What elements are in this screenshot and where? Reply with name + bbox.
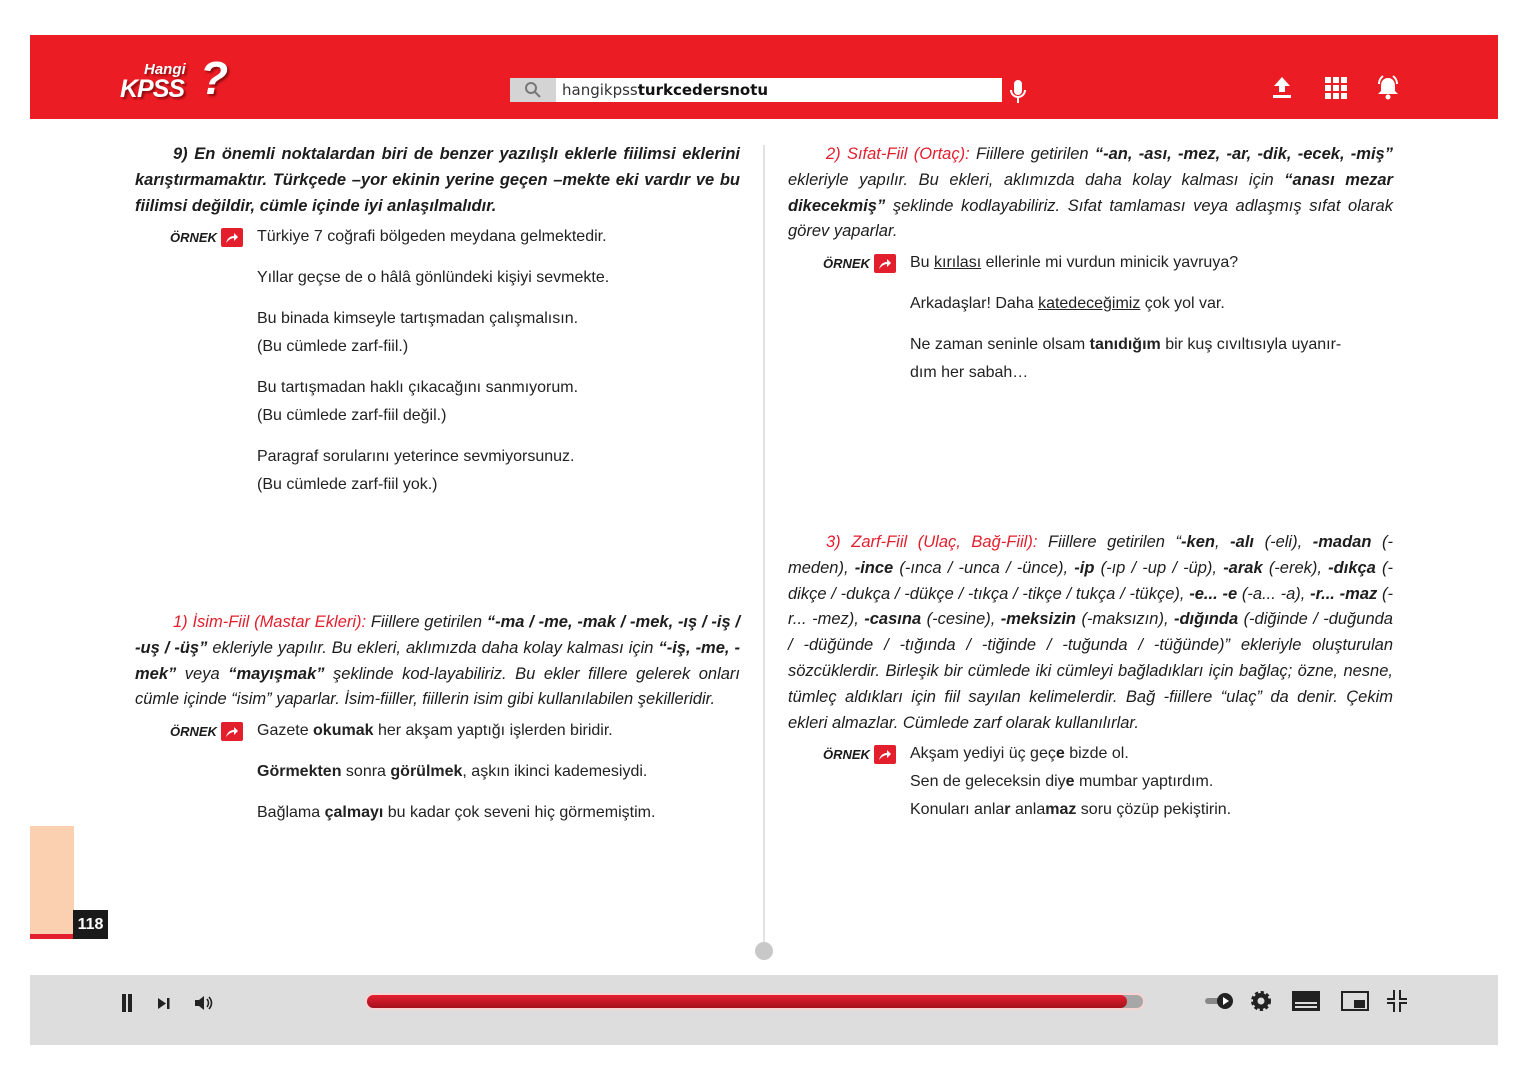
- text-segment: soru çözüp pekiştirin.: [1076, 801, 1232, 819]
- search-box[interactable]: [510, 78, 1002, 102]
- bold-text: tanıdığım: [1089, 336, 1161, 354]
- text-segment: (Bu cümlede zarf-fiil yok.): [257, 476, 438, 494]
- bold-text: maz: [1045, 801, 1077, 819]
- example-line: [257, 447, 609, 466]
- bold-text: “-ma / -me, -mak / -mek, -ış / -iş / -uş / -üş”: [135, 613, 740, 657]
- text-segment: anla: [1010, 801, 1046, 819]
- text-segment: Paragraf sorularını yeterince sevmiyorsunuz.: [257, 448, 575, 466]
- text-segment: dım her sabah…: [910, 364, 1029, 382]
- bold-text: okumak: [313, 722, 374, 740]
- text-segment: (-cesine),: [921, 610, 1001, 629]
- text-segment: Yıllar geçse de o hâlâ gönlündeki kişiyi sevmekte.: [257, 269, 610, 287]
- example-line: [257, 378, 609, 397]
- pause-icon[interactable]: [120, 994, 134, 1017]
- text-segment: ellerinle mi vurdun minicik yavruya?: [981, 254, 1239, 272]
- bold-text: çalmayı: [324, 804, 384, 822]
- bold-text: -alı: [1230, 533, 1254, 551]
- bold-text: -ince: [854, 558, 894, 577]
- progress-fill: [367, 995, 1127, 1008]
- search-text-prefix: hangikpss: [562, 81, 638, 99]
- text-segment: ekleriyle yapılır. Bu ekleri, aklımızda daha kolay kalması için: [788, 170, 1285, 189]
- text-segment: şeklinde kodlayabiliriz. Sıfat tamlaması veya adlaşmış sıfat olarak görev yaparlar.: [788, 196, 1393, 241]
- example-label-text: ÖRNEK: [823, 256, 870, 272]
- column-divider: [763, 145, 765, 945]
- microphone-icon[interactable]: [1010, 79, 1026, 110]
- section-heading: 1) İsim-Fiil (Mastar Ekleri):: [173, 613, 367, 631]
- text-segment: Akşam yediyi üç geç: [910, 745, 1056, 763]
- top-bar: [30, 35, 1498, 119]
- bold-text: e: [1055, 745, 1065, 763]
- text-segment: , aşkın ikinci kademesiydi.: [462, 763, 648, 781]
- example-line: [257, 227, 609, 246]
- section-heading: 3) Zarf-Fiil (Ulaç, Bağ-Fiil):: [826, 533, 1038, 551]
- bold-text: Görmekten: [257, 763, 342, 781]
- example-label: [823, 254, 910, 273]
- example-label-text: ÖRNEK: [170, 230, 217, 246]
- example-line: [910, 294, 1341, 313]
- arrow-icon: [874, 745, 896, 764]
- search-text-bold: turkcedersnotu: [637, 81, 769, 99]
- text-segment: (-a... -a),: [1237, 584, 1311, 603]
- isim-fiil-paragraph: [135, 610, 740, 713]
- example-block: [170, 721, 740, 831]
- bold-text: “-iş, -me, -mek”: [135, 638, 740, 683]
- text-segment: Sen de geleceksin diy: [910, 773, 1066, 791]
- text-segment: Gazete: [257, 722, 314, 740]
- bold-text: “anası mezar dikecekmiş”: [788, 170, 1393, 215]
- text-segment: Bu tartışmadan haklı çıkacağını sanmıyorum.: [257, 379, 579, 397]
- bold-text: -dıkça: [1328, 558, 1376, 577]
- autoplay-toggle-icon[interactable]: [1205, 991, 1235, 1016]
- example-line: [257, 309, 609, 328]
- text-segment: bu kadar çok seveni hiç görmemiştim.: [383, 804, 656, 822]
- example-line: [910, 772, 1231, 791]
- example-block: [823, 253, 1393, 391]
- page-tab-underline: [30, 934, 74, 939]
- bell-icon[interactable]: [1375, 75, 1401, 106]
- example-line: [257, 406, 609, 425]
- example-label: [823, 745, 910, 764]
- text-segment: (-erek),: [1262, 558, 1329, 577]
- bold-text: görülmek: [390, 763, 463, 781]
- example-label: [170, 228, 257, 247]
- text-segment: Bu binada kimseyle tartışmadan çalışmalısın.: [257, 310, 579, 328]
- text-segment: ,: [1214, 533, 1231, 551]
- subtitles-icon[interactable]: [1292, 991, 1320, 1016]
- volume-icon[interactable]: [194, 994, 214, 1017]
- text-segment: Konuları anla: [910, 801, 1005, 819]
- text-segment: (Bu cümlede zarf-fiil değil.): [257, 407, 447, 425]
- underlined-text: katedeceğimiz: [1038, 295, 1141, 313]
- example-line: [257, 762, 655, 781]
- search-icon[interactable]: [510, 78, 556, 102]
- next-icon[interactable]: [157, 997, 171, 1015]
- scroll-handle[interactable]: [755, 942, 773, 960]
- logo-text-hangi: Hangi: [144, 61, 186, 78]
- example-line: [910, 253, 1341, 272]
- text-segment: (-eli),: [1254, 533, 1313, 551]
- text-segment: (-ıp / -up / -üp),: [1094, 558, 1224, 577]
- arrow-icon: [221, 722, 243, 741]
- example-line: [910, 800, 1231, 819]
- text-segment: mumbar yaptırdım.: [1074, 773, 1214, 791]
- text-segment: Arkadaşlar! Daha: [910, 295, 1039, 313]
- logo-text-kpss: KPSS: [120, 75, 185, 103]
- text-segment: çok yol var.: [1140, 295, 1225, 313]
- text-segment: sonra: [341, 763, 391, 781]
- text-segment: Bu: [910, 254, 935, 272]
- text-segment: Ne zaman seninle olsam: [910, 336, 1090, 354]
- sifat-fiil-section: [788, 142, 1393, 391]
- bold-text: -arak: [1223, 558, 1263, 577]
- player-controls: [30, 975, 1498, 1045]
- progress-bar[interactable]: [367, 995, 1143, 1008]
- sifat-fiil-paragraph: [788, 142, 1393, 245]
- example-label-text: ÖRNEK: [823, 747, 870, 763]
- example-line: [257, 337, 609, 356]
- example-block: [170, 227, 740, 503]
- example-line: [257, 721, 655, 740]
- example-line: [257, 268, 609, 287]
- bold-text: “-an, -ası, -mez, -ar, -dik, -ecek, -miş”: [1094, 145, 1393, 163]
- text-segment: veya: [176, 664, 229, 683]
- bold-text: r: [1004, 801, 1011, 819]
- bold-text: “mayışmak”: [228, 664, 325, 683]
- bold-text: -meksizin: [1000, 610, 1076, 629]
- section-heading: 2) Sıfat-Fiil (Ortaç):: [826, 145, 970, 163]
- example-line: [257, 475, 609, 494]
- bold-text: -r... -maz: [1310, 584, 1378, 603]
- text-segment: Fiillere getirilen: [366, 613, 487, 631]
- bold-text: -ken: [1181, 533, 1215, 551]
- example-line: [257, 803, 655, 822]
- underlined-text: kırılası: [934, 254, 982, 272]
- text-segment: her akşam yaptığı işlerden biridir.: [373, 722, 613, 740]
- search-input[interactable]: [556, 81, 768, 99]
- text-segment: bizde ol.: [1064, 745, 1129, 763]
- logo-question-mark: ?: [200, 52, 229, 104]
- isim-fiil-section: [135, 610, 740, 831]
- text-segment: Fiillere getirilen “: [1037, 533, 1182, 551]
- example-line: [910, 363, 1341, 382]
- page-number: 118: [73, 910, 108, 939]
- zarf-fiil-paragraph: [788, 530, 1393, 736]
- text-segment: ekleriyle yapılır. Bu ekleri, aklımızda daha kolay kalması için: [207, 638, 659, 657]
- miniplayer-icon[interactable]: [1341, 991, 1369, 1016]
- text-segment: (-dikçe / -dukça / -dükçe / -tıkça / -tikçe / tukça / -tükçe),: [788, 558, 1394, 603]
- upload-icon[interactable]: [1271, 75, 1293, 104]
- arrow-icon: [221, 228, 243, 247]
- settings-icon[interactable]: [1250, 990, 1272, 1017]
- text-segment: (-diğinde / -duğunda / -düğünde / -tığında / -tiğinde / -tuğunda / -tüğünde)” ekleriyle oluşturulan sözcüklerdir. Birleşik bir cümlede iki cümleyi bağladıkları için bağlaç; özne, nesne, tümleç aldıkları için fiil sayılan kelimelerdir. Bağ -fiillere “ulaç” da denir. Çekim ekleri almazlar. Cümlede zarf olarak kullanılırlar.: [788, 610, 1393, 732]
- text-segment: şeklinde kod-layabiliriz. Bu ekler fillere gelerek onları cümle içinde “isim” yaparlar. İsim-fiiller, fiillerin isim gibi kullanılabilen şekilleridir.: [135, 664, 740, 709]
- bold-text: -dığında: [1173, 610, 1239, 629]
- fullscreen-exit-icon[interactable]: [1387, 990, 1407, 1017]
- bold-text: -ip: [1074, 558, 1095, 577]
- text-segment: Türkiye 7 coğrafi bölgeden meydana gelmektedir.: [257, 228, 607, 246]
- example-block: [823, 744, 1393, 828]
- note-9-paragraph: [135, 142, 740, 219]
- page-tab: [30, 826, 74, 934]
- text-segment: Fiillere getirilen: [969, 145, 1095, 163]
- apps-grid-icon[interactable]: [1325, 77, 1347, 104]
- bold-text: 9) En önemli noktalardan biri de benzer yazılışlı eklerle fiilimsi eklerini karıştırmamaktır. Türkçede –yor ekinin yerine geçen –mekte eki vardır ve bu fiilimsi değildir, cümle içinde iyi anlaşılmalıdır.: [135, 145, 740, 215]
- bold-text: -e... -e: [1189, 584, 1238, 603]
- text-segment: (-r... -mez),: [788, 584, 1394, 629]
- example-line: [910, 335, 1341, 354]
- text-segment: (-maksızın),: [1076, 610, 1174, 629]
- bold-text: -casına: [864, 610, 922, 629]
- zarf-fiil-section: [788, 530, 1393, 828]
- text-segment: (Bu cümlede zarf-fiil.): [257, 338, 409, 356]
- example-label: [170, 722, 257, 741]
- bold-text: -madan: [1312, 533, 1372, 551]
- arrow-icon: [874, 254, 896, 273]
- bold-text: e: [1065, 773, 1075, 791]
- text-segment: (-ınca / -unca / -ünce),: [893, 558, 1075, 577]
- example-label-text: ÖRNEK: [170, 724, 217, 740]
- example-line: [910, 744, 1231, 763]
- text-segment: bir kuş cıvıltısıyla uyanır-: [1160, 336, 1342, 354]
- text-segment: (-meden),: [788, 533, 1394, 577]
- text-segment: Bağlama: [257, 804, 325, 822]
- note-9-section: [135, 142, 740, 503]
